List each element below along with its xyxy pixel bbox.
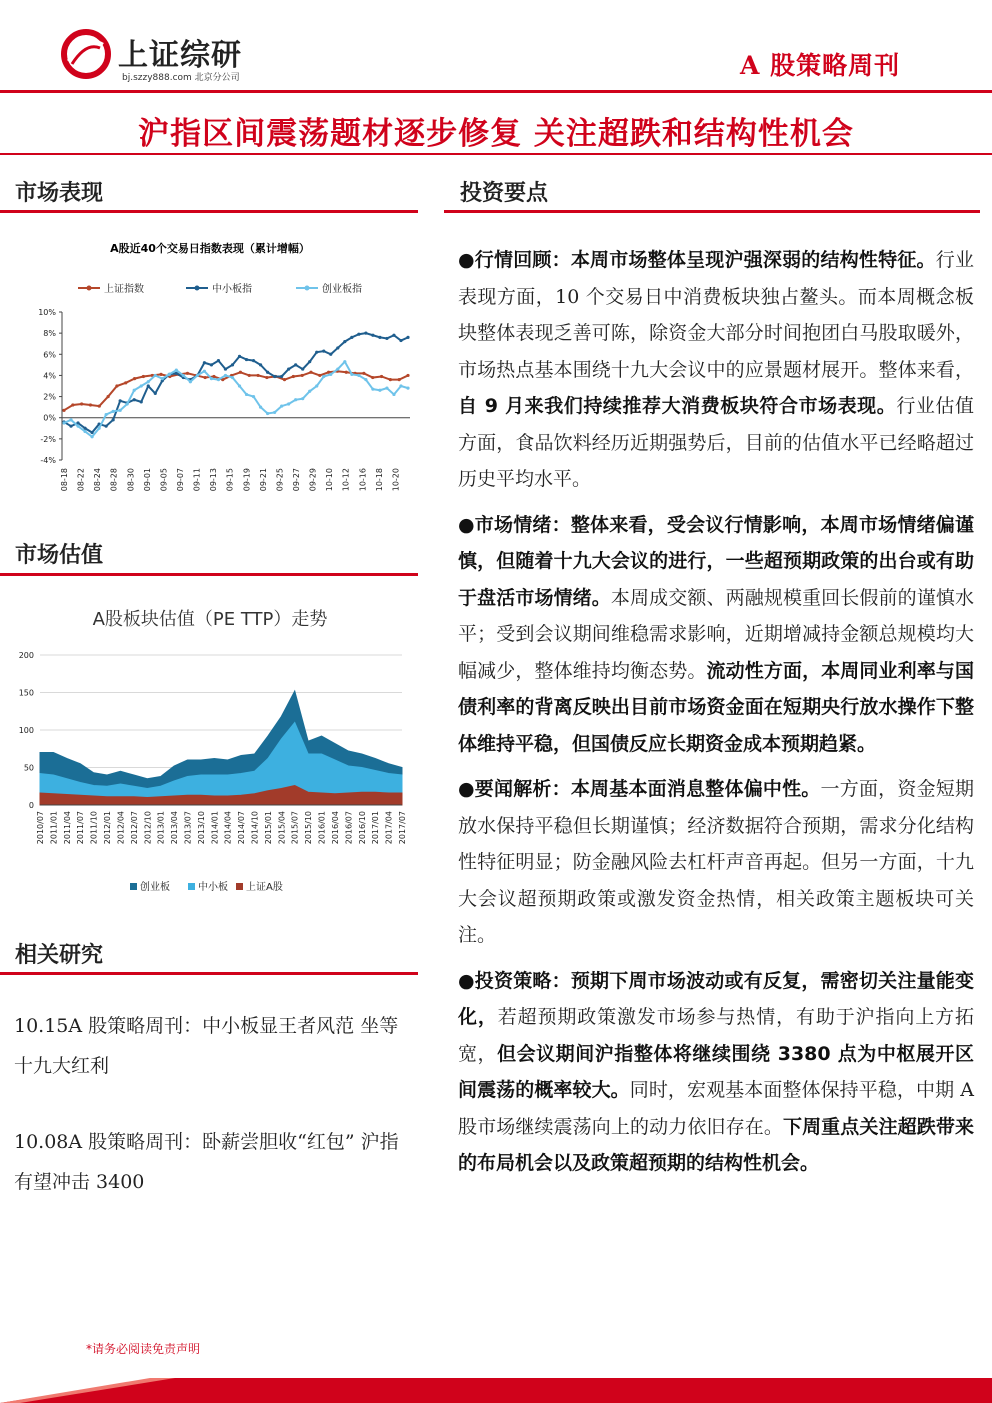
data-point [224, 374, 227, 377]
series-line [64, 371, 408, 410]
legend-swatch [236, 883, 243, 890]
data-point [259, 406, 262, 409]
valuation-chart [0, 595, 440, 905]
data-point [217, 359, 220, 362]
legend-marker [305, 286, 310, 291]
data-point [280, 375, 283, 378]
logo-text: 上证综研 [118, 38, 242, 73]
x-tick-label: 10-10 [325, 468, 335, 492]
legend-label: 中小板指 [212, 284, 252, 295]
x-tick-label: 2013/10 [196, 811, 206, 845]
x-tick-label: 2016/04 [330, 811, 340, 845]
data-point [115, 384, 118, 387]
data-point [265, 376, 268, 379]
data-point [308, 390, 311, 393]
data-point [83, 430, 86, 433]
data-point [378, 336, 381, 339]
section-title-valuation: 市场估值 [15, 543, 104, 568]
y-tick-label: 6% [43, 350, 56, 360]
x-tick-label: 09-01 [142, 468, 152, 492]
x-tick-label: 10-20 [391, 468, 401, 492]
data-point [350, 373, 353, 376]
x-tick-label: 2011/04 [62, 811, 72, 845]
x-tick-label: 09-25 [275, 468, 285, 492]
x-tick-label: 2015/10 [304, 811, 314, 845]
data-point [392, 393, 395, 396]
x-tick-label: 2013/01 [156, 811, 166, 845]
data-point [203, 361, 206, 364]
chart-title: A股板块估值（PE TTP）走势 [92, 609, 328, 630]
data-point [105, 413, 108, 416]
data-point [336, 346, 339, 349]
section-title-points: 投资要点 [460, 181, 549, 206]
data-point [133, 377, 136, 380]
index-performance-chart [0, 230, 440, 515]
section-rule-research [0, 972, 418, 975]
point-sentiment-lead: ●市场情绪：整体来看，受会议行情影响，本周市场情绪偏谨慎，但随着十九大会议的进行，一些超预期政策的出台或有助于盘活市场情绪。 [458, 513, 974, 609]
data-point [283, 378, 286, 381]
x-tick-label: 2012/01 [103, 811, 113, 845]
data-point [142, 375, 145, 378]
research-item-1[interactable]: 10.15A 股策略周刊：中小板显王者风范 坐等十九大红利 [14, 1015, 399, 1077]
data-point [301, 397, 304, 400]
data-point [378, 389, 381, 392]
x-tick-label: 09-19 [242, 468, 252, 492]
data-point [212, 375, 215, 378]
x-tick-label: 09-05 [159, 468, 169, 492]
data-point [259, 363, 262, 366]
data-point [186, 372, 189, 375]
x-tick-label: 08-28 [109, 468, 119, 492]
data-point [147, 380, 150, 383]
data-point [140, 384, 143, 387]
data-point [119, 399, 122, 402]
data-point [301, 367, 304, 370]
x-tick-label: 2015/07 [290, 811, 300, 845]
legend-marker [87, 286, 92, 291]
data-point [107, 395, 110, 398]
x-tick-label: 2012/04 [116, 811, 126, 845]
data-point [210, 363, 213, 366]
data-point [112, 410, 115, 413]
point-strategy-emphasis-2: 下周重点关注超跌带来的布局机会以及政策超预期的结构性机会。 [458, 1115, 974, 1174]
section-rule-valuation [0, 573, 418, 576]
legend-label: 中小板 [198, 882, 228, 893]
data-point [371, 388, 374, 391]
data-point [308, 360, 311, 363]
data-point [292, 375, 295, 378]
data-point [203, 370, 206, 373]
data-point [336, 367, 339, 370]
point-strategy-text: 若超预期政策激发市场参与热情，有助于沪指向上方拓宽， [458, 1006, 974, 1065]
data-point [90, 435, 93, 438]
y-tick-label: -4% [40, 456, 56, 465]
data-point [175, 369, 178, 372]
section-rule-points [444, 210, 980, 213]
point-sentiment-emphasis: 流动性方面，本周同业利率与国债利率的背离反映出目前市场资金面在短期央行放水操作下整体维持平稳，但国债反应长期资金成本预期趋紧。 [458, 659, 974, 755]
data-point [154, 374, 157, 377]
data-point [315, 351, 318, 354]
x-tick-label: 08-18 [59, 468, 69, 492]
data-point [385, 337, 388, 340]
x-tick-label: 2013/07 [183, 811, 193, 845]
x-tick-label: 2013/04 [170, 811, 180, 845]
x-tick-label: 2011/10 [89, 811, 99, 845]
point-review-text-2: 行业估值方面，食品饮料经历近期强势后，目前的估值水平已经略超过历史平均水平。 [458, 395, 974, 490]
x-tick-label: 2015/01 [263, 811, 273, 845]
x-tick-label: 2017/01 [371, 811, 381, 845]
legend-marker [195, 286, 200, 291]
data-point [124, 381, 127, 384]
data-point [69, 425, 72, 428]
investment-points [458, 242, 974, 1191]
data-point [406, 336, 409, 339]
logo-icon [60, 28, 112, 80]
data-point [371, 334, 374, 337]
data-point [266, 371, 269, 374]
data-point [294, 398, 297, 401]
legend-label: 创业板指 [322, 284, 362, 295]
x-tick-label: 2017/07 [398, 811, 407, 845]
x-tick-label: 2016/07 [344, 811, 354, 845]
data-point [126, 402, 129, 405]
y-tick-label: 8% [43, 329, 56, 339]
x-tick-label: 10-12 [341, 468, 351, 492]
data-point [322, 350, 325, 353]
data-point [345, 371, 348, 374]
data-point [133, 389, 136, 392]
data-point [364, 332, 367, 335]
y-tick-label: 50 [23, 763, 34, 773]
data-point [238, 355, 241, 358]
point-strategy-emphasis: 但会议期间沪指整体将继续围绕 3380 点为中枢展开区间震荡的概率较大。 [458, 1042, 974, 1101]
data-point [256, 374, 259, 377]
legend-label: 上证指数 [104, 284, 144, 295]
x-tick-label: 2010/07 [36, 811, 45, 845]
point-review-emphasis: 自 9 月来我们持续推荐大消费板块符合市场表现。 [458, 395, 897, 417]
data-point [343, 340, 346, 343]
point-sentiment [458, 507, 974, 763]
data-point [159, 373, 162, 376]
disclaimer[interactable]: *请务必阅读免责声明 [86, 1342, 201, 1356]
y-tick-label: 10% [38, 308, 56, 317]
data-point [119, 409, 122, 412]
data-point [273, 375, 276, 378]
data-point [147, 384, 150, 387]
data-point [62, 421, 65, 424]
chart-title: A股近40个交易日指数表现（累计增幅） [110, 242, 310, 255]
data-point [238, 384, 241, 387]
data-point [266, 412, 269, 415]
section-rule-market [0, 210, 418, 213]
data-point [196, 374, 199, 377]
y-tick-label: 200 [18, 651, 34, 660]
footer-bar [0, 1378, 992, 1403]
point-sentiment-text: 本周成交额、两融规模重回长假前的谨慎水平；受到会议期间维稳需求影响，近期增减持金额总规模均大幅减少，整体维持均衡态势。 [458, 586, 974, 682]
header-rule [0, 90, 992, 93]
logo-subtitle: bj.szzy888.com 北京分公司 [122, 73, 240, 83]
data-point [322, 375, 325, 378]
data-point [318, 374, 321, 377]
x-tick-label: 2014/10 [250, 811, 260, 845]
data-point [112, 418, 115, 421]
data-point [105, 425, 108, 428]
data-point [80, 402, 83, 405]
data-point [182, 374, 185, 377]
data-point [89, 403, 92, 406]
data-point [154, 392, 157, 395]
data-point [140, 400, 143, 403]
y-tick-label: 0 [28, 801, 34, 810]
publication-tag: A 股策略周刊 [740, 51, 901, 80]
point-review [458, 242, 974, 498]
data-point [399, 339, 402, 342]
data-point [406, 374, 409, 377]
section-title-research: 相关研究 [15, 943, 104, 968]
data-point [69, 418, 72, 421]
data-point [76, 425, 79, 428]
data-point [245, 393, 248, 396]
y-tick-label: -2% [40, 434, 56, 444]
y-tick-label: 0% [43, 413, 56, 423]
data-point [371, 376, 374, 379]
x-tick-label: 09-11 [192, 468, 202, 492]
point-strategy [458, 963, 974, 1182]
x-tick-label: 08-22 [76, 468, 86, 492]
x-tick-label: 09-15 [225, 468, 235, 492]
point-news-text: 一方面，资金短期放水保持平稳但长期谨慎；经济数据符合预期，需求分化结构性特征明显；防金融风险去杠杆声音再起。但另一方面，十九大会议超预期政策或激发资金热情，相关政策主题板块可关注。 [458, 778, 974, 946]
data-point [385, 387, 388, 390]
point-strategy-lead: ●投资策略：预期下周市场波动或有反复，需密切关注量能变化， [458, 969, 974, 1028]
data-point [98, 404, 101, 407]
data-point [231, 363, 234, 366]
x-tick-label: 08-30 [126, 468, 136, 492]
x-tick-label: 2014/01 [210, 811, 220, 845]
headline-rule [0, 153, 992, 155]
data-point [357, 333, 360, 336]
data-point [248, 374, 251, 377]
data-point [398, 378, 401, 381]
data-point [90, 431, 93, 434]
data-point [364, 378, 367, 381]
x-tick-label: 2014/07 [237, 811, 247, 845]
data-point [273, 411, 276, 414]
data-point [239, 371, 242, 374]
data-point [392, 334, 395, 337]
x-tick-label: 10-18 [374, 468, 384, 492]
data-point [217, 378, 220, 381]
x-tick-label: 09-07 [175, 468, 185, 492]
x-tick-label: 2014/04 [223, 811, 233, 845]
data-point [204, 376, 207, 379]
data-point [389, 378, 392, 381]
data-point [362, 372, 365, 375]
data-point [161, 377, 164, 380]
x-tick-label: 2011/07 [76, 811, 86, 845]
data-point [280, 404, 283, 407]
data-point [329, 373, 332, 376]
data-point [287, 367, 290, 370]
x-tick-label: 2016/10 [357, 811, 367, 845]
point-review-text: 行业表现方面，10 个交易日中消费板块独占鳌头。而本周概念板块整体表现乏善可陈，除资金大部分时间抱团白马股取暖外，市场热点基本围绕十九大会议中的应景题材展开。整体来看， [458, 249, 974, 381]
data-point [343, 360, 346, 363]
data-point [210, 377, 213, 380]
point-strategy-text-2: 同时，宏观基本面整体保持平稳，中期 A 股市场继续震荡向上的动力依旧存在。 [458, 1079, 974, 1138]
x-tick-label: 09-27 [291, 468, 301, 492]
data-point [329, 353, 332, 356]
legend-swatch [130, 883, 137, 890]
x-tick-label: 2015/04 [277, 811, 287, 845]
page-headline: 沪指区间震荡题材逐步修复 关注超跌和结构性机会 [138, 116, 854, 152]
x-tick-label: 09-21 [258, 468, 268, 492]
data-point [133, 398, 136, 401]
data-point [399, 384, 402, 387]
x-tick-label: 2017/04 [384, 811, 394, 845]
research-item-2[interactable]: 10.08A 股策略周刊：卧薪尝胆收“红包” 沪指有望冲击 3400 [14, 1131, 399, 1193]
data-point [406, 387, 409, 390]
x-tick-label: 10-16 [358, 468, 368, 492]
data-point [245, 358, 248, 361]
data-point [315, 384, 318, 387]
data-point [71, 403, 74, 406]
x-tick-label: 2016/01 [317, 811, 327, 845]
legend-swatch [188, 883, 195, 890]
point-news [458, 771, 974, 954]
data-point [98, 427, 101, 430]
data-point [357, 374, 360, 377]
y-tick-label: 4% [43, 371, 56, 381]
section-title-market: 市场表现 [15, 181, 104, 206]
data-point [309, 371, 312, 374]
legend-label: 创业板 [140, 882, 170, 893]
data-point [224, 367, 227, 370]
legend-label: 上证A股 [246, 882, 283, 893]
point-review-lead: ●行情回顾：本周市场整体呈现沪强深弱的结构性特征。 [458, 249, 936, 271]
data-point [168, 373, 171, 376]
data-point [294, 363, 297, 366]
data-point [189, 380, 192, 383]
x-tick-label: 08-24 [93, 468, 103, 492]
x-tick-label: 2012/07 [129, 811, 139, 845]
x-tick-label: 09-29 [308, 468, 318, 492]
data-point [62, 409, 65, 412]
data-point [287, 402, 290, 405]
data-point [301, 374, 304, 377]
x-tick-label: 2012/10 [143, 811, 153, 845]
x-tick-label: 2011/01 [49, 811, 59, 845]
data-point [231, 376, 234, 379]
data-point [252, 359, 255, 362]
y-tick-label: 100 [18, 726, 34, 735]
data-point [350, 336, 353, 339]
point-news-lead: ●要闻解析：本周基本面消息整体偏中性。 [458, 778, 821, 800]
data-point [252, 395, 255, 398]
x-tick-label: 09-13 [209, 468, 219, 492]
data-point [380, 375, 383, 378]
y-tick-label: 2% [43, 392, 56, 402]
y-tick-label: 150 [18, 688, 34, 698]
